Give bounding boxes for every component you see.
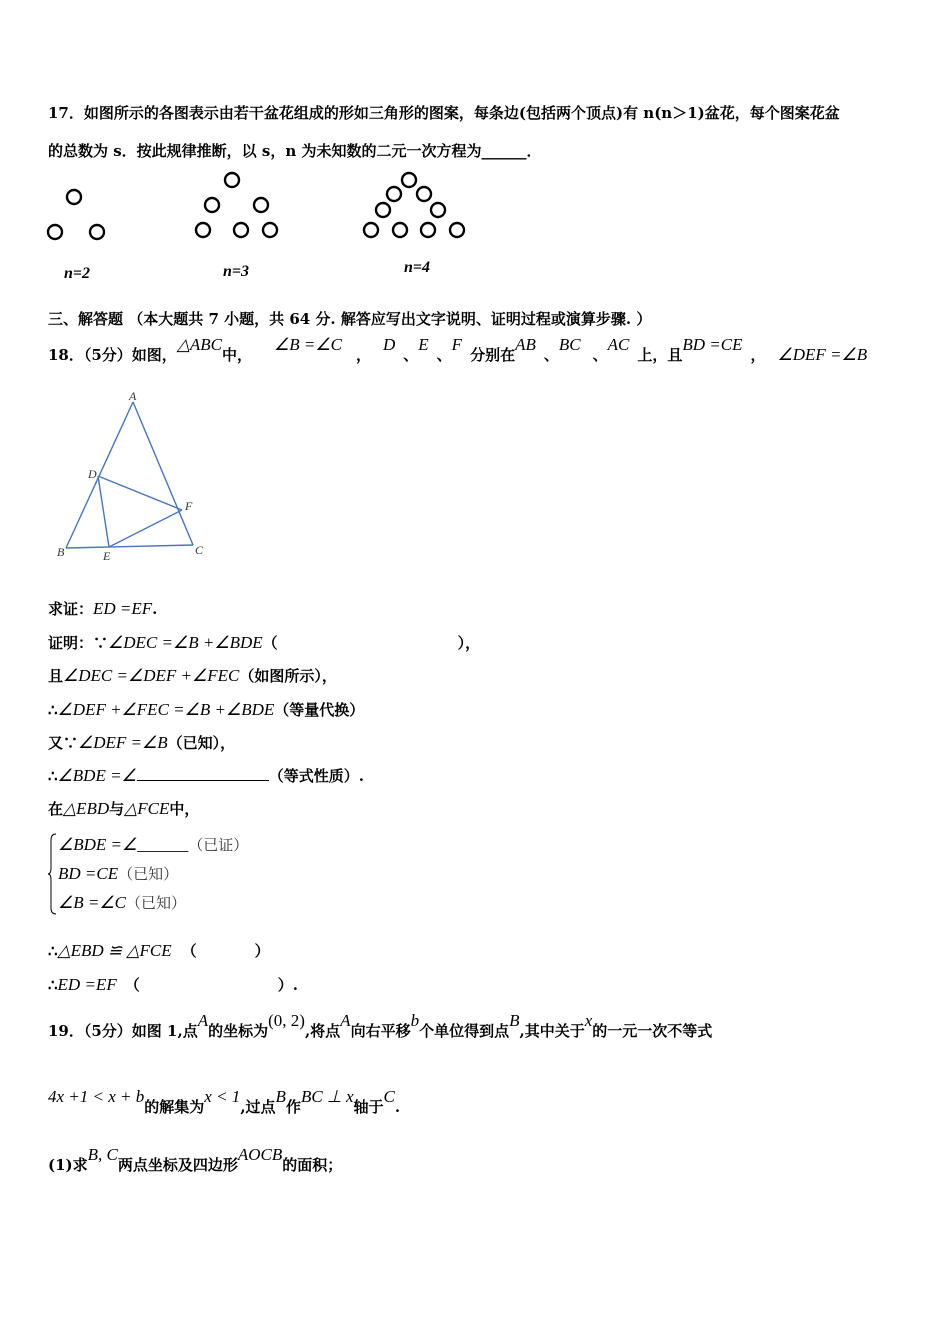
pot <box>421 223 435 237</box>
q19-point-b: B <box>275 1087 286 1106</box>
proof-text: （ <box>262 634 278 652</box>
proof-math: △FCE <box>124 799 170 818</box>
fig-label-a: A <box>129 389 137 403</box>
pot <box>417 187 431 201</box>
blank-line <box>137 766 269 781</box>
proof-math: ED =EF <box>57 975 117 994</box>
q18-angle-eq: ∠B =∠C <box>274 335 342 354</box>
proof-text: ） <box>254 942 270 960</box>
pot <box>234 223 248 237</box>
q19-text: 的解集为 <box>144 1098 205 1116</box>
label-n3: n=3 <box>223 263 250 280</box>
pot <box>67 190 81 204</box>
proof-text: 与 <box>109 800 125 818</box>
proof-text: ∴ <box>48 767 58 785</box>
q18-seg-ab: AB <box>515 335 536 354</box>
q19-text: 向右平移 <box>350 1022 411 1040</box>
q19-text: 个单位得到点 <box>419 1022 510 1040</box>
q18-number: 18．（5分）如图， <box>48 346 177 364</box>
q19-inequality: 4x +1 < x + b <box>48 1087 145 1106</box>
proof-line-7 <box>48 940 270 961</box>
q18-text: 中， <box>222 346 253 364</box>
proof-math: ∠DEF +∠FEC =∠B +∠BDE <box>57 700 275 719</box>
flower-pattern-figure <box>40 168 480 283</box>
system-row-2 <box>58 863 178 884</box>
proof-text: ∴ <box>48 976 58 994</box>
proof-line-3 <box>48 699 364 720</box>
triangle-figure <box>52 388 212 563</box>
q19-points-bc: B, C <box>87 1145 118 1164</box>
q18-text: 分别在 <box>470 346 516 364</box>
fig-label-b: B <box>57 545 65 559</box>
q19-var-b: b <box>410 1011 420 1030</box>
proof-line-5 <box>48 765 364 786</box>
pot <box>387 187 401 201</box>
q19-point-a: A <box>340 1011 351 1030</box>
q17-line1: 17．如图所示的各图表示由若干盆花组成的形如三角形的图案，每条边(包括两个顶点)有 n(n＞1)盆花，每个图案花盆 <box>48 104 840 122</box>
pot <box>450 223 464 237</box>
proof-text: 证明：∵ <box>48 634 109 652</box>
q18-qiuzheng <box>48 598 157 619</box>
pot <box>263 223 277 237</box>
q18-point-f: F <box>451 335 463 354</box>
proof-text: （已知）， <box>167 734 236 752</box>
proof-text: ）， <box>457 634 481 652</box>
proof-text: ∴ <box>48 701 58 719</box>
proof-line-2 <box>48 665 337 686</box>
proof-math: ∠B =∠C <box>58 893 126 912</box>
pot <box>254 198 268 212</box>
system-row-3 <box>58 892 186 913</box>
q18-text: 、 <box>543 346 559 364</box>
proof-math: ∠BDE =∠ <box>58 835 138 854</box>
pot <box>205 198 219 212</box>
q19-text: 的面积； <box>282 1156 343 1174</box>
proof-math: ∠DEF =∠B <box>78 733 168 752</box>
q19-point-a: A <box>197 1011 209 1030</box>
q19-point-b: B <box>509 1011 520 1030</box>
q19-text: 两点坐标及四边形 <box>117 1156 238 1174</box>
proof-line-6 <box>48 798 199 819</box>
proof-math: ∠DEC =∠DEF +∠FEC <box>63 666 240 685</box>
pot <box>225 173 239 187</box>
proof-text: （ <box>124 976 140 994</box>
pot <box>393 223 407 237</box>
proof-note: （已知） <box>118 865 179 883</box>
q19-text: 轴于 <box>353 1098 384 1116</box>
q18-triangle: △ABC <box>176 335 222 354</box>
q18-text: 、 <box>403 346 419 364</box>
proof-system <box>48 832 348 916</box>
proof-text: （如图所示）， <box>239 667 337 685</box>
label-n2: n=2 <box>64 265 91 282</box>
proof-text: （ <box>181 942 197 960</box>
fig-label-d: D <box>88 467 97 481</box>
proof-text: 求证： <box>48 600 94 618</box>
q18-text: 、 <box>436 346 452 364</box>
q18-point-d: D <box>382 335 396 354</box>
fig-label-e: E <box>103 549 111 563</box>
q19-point-c: C <box>383 1087 395 1106</box>
q18-text: 、 <box>592 346 608 364</box>
pot <box>431 203 445 217</box>
section3-heading: 三、解答题 （本大题共 7 小题，共 64 分. 解答应写出文字说明、证明过程或演算步骤. ） <box>48 310 652 328</box>
system-row-1 <box>58 834 248 855</box>
q19-text: 的坐标为 <box>208 1022 269 1040</box>
proof-text: 中， <box>169 800 200 818</box>
q18-seg-bc: BC <box>558 335 581 354</box>
q19-text: 19．（5分）如图 1,点 <box>48 1022 198 1040</box>
proof-text: （等式性质）. <box>268 767 365 785</box>
proof-text: 又∵ <box>48 734 79 752</box>
pot <box>48 225 62 239</box>
proof-text: . <box>152 600 158 618</box>
q19-line1 <box>48 1011 713 1041</box>
q18-text: 上，且 <box>637 346 683 364</box>
q18-text: ， <box>750 346 766 364</box>
proof-math: ∠DEC =∠B +∠BDE <box>108 633 263 652</box>
proof-math: ∠BDE =∠ <box>57 766 137 785</box>
proof-text: 在 <box>48 800 64 818</box>
q19-text: 作 <box>285 1098 301 1116</box>
q19-perp: BC ⊥ x <box>300 1087 354 1106</box>
proof-math: △EBD <box>63 799 110 818</box>
fig-label-f: F <box>185 499 193 513</box>
fig-label-c: C <box>195 543 204 557</box>
q19-solution: x < 1 <box>204 1087 241 1106</box>
proof-text: ∴ <box>48 942 58 960</box>
pot <box>376 203 390 217</box>
proof-note: （已知） <box>125 894 186 912</box>
proof-text: （等量代换） <box>274 701 365 719</box>
pot <box>364 223 378 237</box>
q18-point-e: E <box>418 335 429 354</box>
q19-text: 的一元一次不等式 <box>592 1022 713 1040</box>
proof-text: 且 <box>48 667 64 685</box>
q19-text: . <box>394 1098 401 1116</box>
proof-line-8 <box>48 974 298 995</box>
pot <box>196 223 210 237</box>
q19-var-x: x <box>584 1011 593 1030</box>
q17-line2: 的总数为 s．按此规律推断，以 s，n 为未知数的二元一次方程为______． <box>48 142 542 160</box>
q19-quad: AOCB <box>237 1145 283 1164</box>
q19-text: (1)求 <box>48 1156 88 1174</box>
q19-text: ,其中关于 <box>519 1022 585 1040</box>
q18-def-b: ∠DEF =∠B <box>777 345 868 364</box>
q19-coord: (0, 2) <box>268 1011 305 1030</box>
left-brace <box>48 832 58 916</box>
proof-text: ）. <box>277 976 298 994</box>
q19-text: ,过点 <box>240 1098 276 1116</box>
proof-math: △EBD ≌ △FCE <box>57 941 172 960</box>
proof-note: （已证） <box>188 836 249 854</box>
blank-line: ______ <box>137 835 189 854</box>
proof-math: BD =CE <box>58 864 119 883</box>
proof-line-4 <box>48 732 235 753</box>
q19-line2 <box>48 1087 401 1117</box>
proof-line-1 <box>48 632 480 653</box>
q18-header <box>48 335 868 365</box>
q18-bd-ce: BD =CE <box>682 335 743 354</box>
q19-subq1 <box>48 1145 343 1175</box>
pot <box>402 173 416 187</box>
q18-text: ， <box>355 346 371 364</box>
pot <box>90 225 104 239</box>
q18-seg-ac: AC <box>607 335 630 354</box>
proof-math: ED =EF <box>93 599 153 618</box>
label-n4: n=4 <box>404 259 431 276</box>
q19-text: ,将点 <box>304 1022 341 1040</box>
